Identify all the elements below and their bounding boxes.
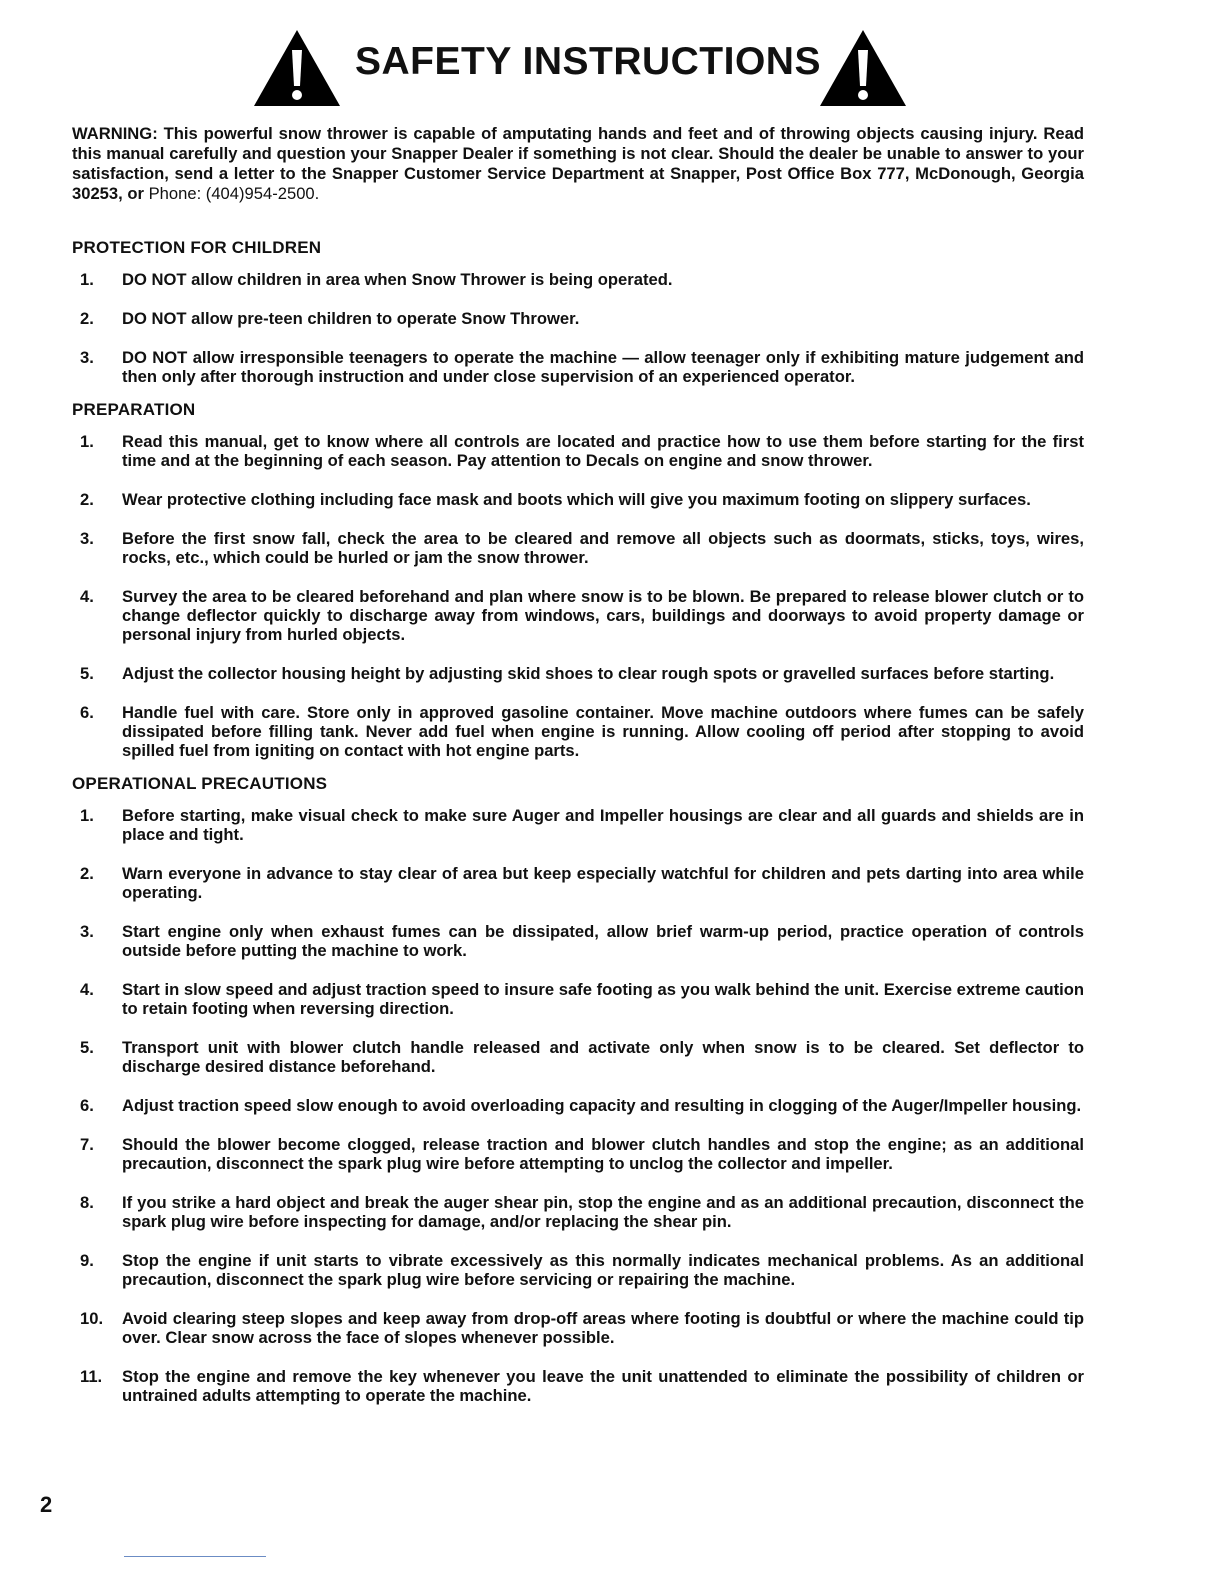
warning-paragraph bbox=[72, 124, 1084, 204]
item-number: 6. bbox=[80, 1096, 94, 1115]
warning-phone: Phone: (404)954-2500. bbox=[148, 184, 320, 203]
item-number: 8. bbox=[80, 1193, 94, 1212]
item-text: DO NOT allow irresponsible teenagers to operate the machine — allow teenager only if exhibiting mature judgement and then only after thorough instruction and under close supervision of an experienced operator. bbox=[122, 348, 1084, 386]
list-item bbox=[72, 1038, 1084, 1076]
page-number: 2 bbox=[40, 1492, 53, 1517]
item-text: Handle fuel with care. Store only in approved gasoline container. Move machine outdoors where fumes can be safely dissipated before filling tank. Never add fuel when engine is running. Allow cooling off period after stopping to avoid spilled fuel from igniting on contact with hot engine parts. bbox=[122, 703, 1084, 760]
page-header bbox=[0, 22, 1224, 106]
page-title: SAFETY INSTRUCTIONS bbox=[355, 40, 821, 83]
item-number: 3. bbox=[80, 529, 94, 548]
warning-text: WARNING: This powerful snow thrower is capable of amputating hands and feet and of throwing objects causing injury. Read this manual carefully and question your Snapper Dealer if something is not clear. Should the dealer be unable to answer to your satisfaction, send a letter to the Snapper Customer Service Department at Snapper, Post Office Box 777, McDonough, Georgia 30253, or bbox=[72, 124, 1084, 203]
list-item bbox=[72, 922, 1084, 960]
item-text: Transport unit with blower clutch handle released and activate only when snow is to be cleared. Set deflector to discharge desired distance beforehand. bbox=[122, 1038, 1084, 1076]
item-text: If you strike a hard object and break the auger shear pin, stop the engine and as an additional precaution, disconnect the spark plug wire before inspecting for damage, and/or replacing the shear pin. bbox=[122, 1193, 1084, 1231]
section-heading: PROTECTION FOR CHILDREN bbox=[72, 238, 322, 257]
list-item bbox=[72, 1251, 1084, 1289]
item-text: DO NOT allow children in area when Snow Thrower is being operated. bbox=[122, 270, 673, 289]
warning-triangle-icon bbox=[818, 28, 908, 108]
list-item bbox=[72, 664, 1084, 683]
section-protection-for-children bbox=[72, 238, 1084, 386]
item-number: 3. bbox=[80, 348, 94, 367]
item-text: Start in slow speed and adjust traction speed to insure safe footing as you walk behind the unit. Exercise extreme caution to retain footing when reversing direction. bbox=[122, 980, 1084, 1018]
list-item bbox=[72, 806, 1084, 844]
footer-divider bbox=[124, 1556, 266, 1557]
list-item bbox=[72, 270, 1084, 289]
list-item bbox=[72, 980, 1084, 1018]
item-number: 4. bbox=[80, 587, 94, 606]
item-text: Start engine only when exhaust fumes can be dissipated, allow brief warm-up period, practice operation of controls outside before putting the machine to work. bbox=[122, 922, 1084, 960]
item-text: Wear protective clothing including face mask and boots which will give you maximum footing on slippery surfaces. bbox=[122, 490, 1031, 509]
list-item bbox=[72, 432, 1084, 470]
item-text: Stop the engine and remove the key whenever you leave the unit unattended to eliminate the possibility of children or untrained adults attempting to operate the machine. bbox=[122, 1367, 1084, 1405]
item-text: Stop the engine if unit starts to vibrate excessively as this normally indicates mechanical problems. As an additional precaution, disconnect the spark plug wire before servicing or repairing the machine. bbox=[122, 1251, 1084, 1289]
item-number: 1. bbox=[80, 432, 94, 451]
warning-triangle-icon bbox=[252, 28, 342, 108]
list-item bbox=[72, 1193, 1084, 1231]
item-text: Adjust the collector housing height by adjusting skid shoes to clear rough spots or gravelled surfaces before starting. bbox=[122, 664, 1055, 683]
item-number: 1. bbox=[80, 806, 94, 825]
item-text: Should the blower become clogged, release traction and blower clutch handles and stop the engine; as an additional precaution, disconnect the spark plug wire before attempting to unclog the collector and impeller. bbox=[122, 1135, 1084, 1173]
list-item bbox=[72, 1096, 1084, 1115]
section-operational-precautions bbox=[72, 774, 1084, 1405]
item-text: Before starting, make visual check to make sure Auger and Impeller housings are clear and all guards and shields are in place and tight. bbox=[122, 806, 1084, 844]
item-number: 7. bbox=[80, 1135, 94, 1154]
item-text: Avoid clearing steep slopes and keep away from drop-off areas where footing is doubtful or where the machine could tip over. Clear snow across the face of slopes whenever possible. bbox=[122, 1309, 1084, 1347]
list-item bbox=[72, 1309, 1084, 1347]
list-item bbox=[72, 703, 1084, 760]
list-item bbox=[72, 309, 1084, 328]
item-number: 5. bbox=[80, 1038, 94, 1057]
section-heading: OPERATIONAL PRECAUTIONS bbox=[72, 774, 328, 793]
item-number: 2. bbox=[80, 864, 94, 883]
list-item bbox=[72, 348, 1084, 386]
item-number: 3. bbox=[80, 922, 94, 941]
list-item bbox=[72, 587, 1084, 644]
item-number: 1. bbox=[80, 270, 94, 289]
list-item bbox=[72, 490, 1084, 509]
list-item bbox=[72, 864, 1084, 902]
instruction-list bbox=[72, 270, 1084, 386]
item-text: Before the first snow fall, check the area to be cleared and remove all objects such as doormats, sticks, toys, wires, rocks, etc., which could be hurled or jam the snow thrower. bbox=[122, 529, 1084, 567]
item-number: 9. bbox=[80, 1251, 94, 1270]
section-preparation bbox=[72, 400, 1084, 760]
instruction-list bbox=[72, 432, 1084, 760]
item-number: 10. bbox=[80, 1309, 104, 1328]
instruction-list bbox=[72, 806, 1084, 1405]
list-item bbox=[72, 1135, 1084, 1173]
list-item bbox=[72, 1367, 1084, 1405]
item-text: Warn everyone in advance to stay clear of area but keep especially watchful for children and pets darting into area while operating. bbox=[122, 864, 1084, 902]
item-number: 2. bbox=[80, 490, 94, 509]
section-heading: PREPARATION bbox=[72, 400, 196, 419]
item-text: Survey the area to be cleared beforehand and plan where snow is to be blown. Be prepared to release blower clutch or to change deflector quickly to discharge away from windows, cars, buildings and doorways to avoid property damage or personal injury from hurled objects. bbox=[122, 587, 1084, 644]
item-number: 6. bbox=[80, 703, 94, 722]
item-number: 11. bbox=[80, 1367, 103, 1386]
item-text: DO NOT allow pre-teen children to operate Snow Thrower. bbox=[122, 309, 580, 328]
item-number: 2. bbox=[80, 309, 94, 328]
item-text: Read this manual, get to know where all controls are located and practice how to use them before starting for the first time and at the beginning of each season. Pay attention to Decals on engine and snow thrower. bbox=[122, 432, 1084, 470]
list-item bbox=[72, 529, 1084, 567]
instructions-content bbox=[72, 238, 1084, 1425]
item-text: Adjust traction speed slow enough to avoid overloading capacity and resulting in clogging of the Auger/Impeller housing. bbox=[122, 1096, 1082, 1115]
item-number: 5. bbox=[80, 664, 94, 683]
item-number: 4. bbox=[80, 980, 94, 999]
